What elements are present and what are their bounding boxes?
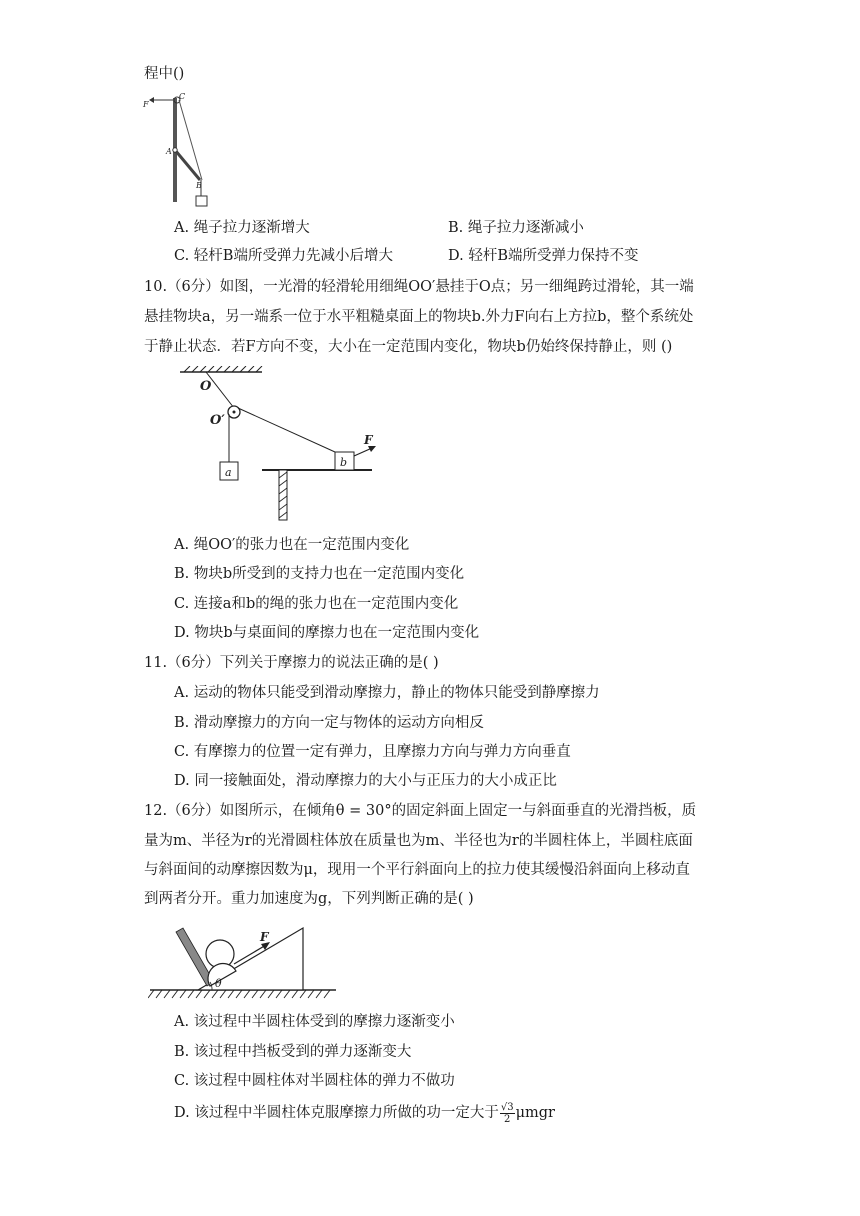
- q11-option-d: D. 同一接触面处，滑动摩擦力的大小与正压力的大小成正比: [174, 773, 557, 789]
- q10-force-line: [354, 448, 372, 456]
- q12-figure: [148, 920, 338, 1002]
- q12-line-3: 与斜面间的动摩擦因数为μ，现用一个平行斜面向上的拉力使其缓慢沿斜面向上移动直: [144, 862, 690, 878]
- q9-figure: [140, 92, 220, 210]
- q9-weight: [196, 196, 207, 206]
- q12-option-d-text: D. 该过程中半圆柱体克服摩擦力所做的功一定大于: [174, 1105, 499, 1121]
- q11-option-c: C. 有摩擦力的位置一定有弹力，且摩擦力方向与弹力方向垂直: [174, 744, 571, 760]
- q9-stem-tail: 程中(): [144, 66, 185, 82]
- q10-label-f: F: [364, 433, 373, 447]
- q12-fraction-denominator: 2: [504, 1113, 511, 1125]
- q10-label-o: O: [200, 379, 212, 394]
- q12-label-theta: θ: [215, 977, 222, 990]
- q10-rope-b: [238, 408, 335, 452]
- q10-ceiling-hatch: [184, 366, 262, 372]
- q9-option-c: C. 轻杆B端所受弹力先减小后增大: [174, 248, 393, 264]
- q9-label-f: F: [143, 100, 149, 109]
- q12-option-c: C. 该过程中圆柱体对半圆柱体的弹力不做功: [174, 1073, 455, 1089]
- q12-option-a: A. 该过程中半圆柱体受到的摩擦力逐渐变小: [174, 1014, 455, 1030]
- q12-line-2: 量为m、半径为r的光滑圆柱体放在质量也为m、半径也为r的半圆柱体上，半圆柱底面: [144, 833, 693, 849]
- q9-option-a: A. 绳子拉力逐渐增大: [174, 220, 310, 236]
- q9-label-a: A: [166, 147, 172, 156]
- q12-option-d-fraction: [500, 1102, 515, 1125]
- q10-label-b: b: [340, 456, 348, 469]
- q12-option-d-tail: μmgr: [515, 1105, 555, 1121]
- q12-ground-hatch: [148, 990, 330, 998]
- q12-label-f: F: [260, 930, 269, 944]
- q10-label-a: a: [225, 466, 232, 479]
- q9-rod: [175, 150, 200, 180]
- q11-option-b: B. 滑动摩擦力的方向一定与物体的运动方向相反: [174, 715, 484, 731]
- q10-line-2: 悬挂物块a，另一端系一位于水平粗糙桌面上的物块b.外力F向右上方拉b，整个系统处: [144, 309, 694, 325]
- q9-option-d: D. 轻杆B端所受弹力保持不变: [448, 248, 639, 264]
- q10-figure: [172, 366, 382, 526]
- q12-line-1: 12.（6分）如图所示，在倾角θ = 30°的固定斜面上固定一与斜面垂直的光滑挡板，质: [144, 803, 697, 819]
- q10-pulley-axle: [233, 411, 236, 414]
- q9-label-b: B: [196, 181, 202, 190]
- q11-stem: 11.（6分）下列关于摩擦力的说法正确的是( ): [144, 655, 439, 671]
- q10-line-1: 10.（6分）如图，一光滑的轻滑轮用细绳OO′悬挂于O点；另一细绳跨过滑轮，其一端: [144, 279, 694, 295]
- q10-line-3: 于静止状态．若F方向不变，大小在一定范围内变化，物块b仍始终保持静止，则 (): [144, 339, 673, 355]
- q10-option-a: A. 绳OO′的张力也在一定范围内变化: [174, 537, 410, 553]
- q12-fraction-numerator: √3: [500, 1101, 514, 1113]
- q10-option-d: D. 物块b与桌面间的摩擦力也在一定范围内变化: [174, 625, 480, 641]
- q10-option-b: B. 物块b所受到的支持力也在一定范围内变化: [174, 566, 465, 582]
- q10-label-o2: O′: [210, 413, 225, 428]
- q10-option-c: C. 连接a和b的绳的张力也在一定范围内变化: [174, 596, 459, 612]
- q12-option-b: B. 该过程中挡板受到的弹力逐渐变大: [174, 1044, 412, 1060]
- q9-hinge-a: [173, 148, 177, 152]
- q9-option-b: B. 绳子拉力逐渐减小: [448, 220, 584, 236]
- q9-force-arrow: [149, 97, 154, 103]
- q12-line-4: 到两者分开。重力加速度为g，下列判断正确的是( ): [144, 891, 474, 907]
- q12-option-d: [174, 1100, 555, 1126]
- q11-option-a: A. 运动的物体只能受到滑动摩擦力，静止的物体只能受到静摩擦力: [174, 685, 600, 701]
- q9-label-c: C: [179, 92, 186, 101]
